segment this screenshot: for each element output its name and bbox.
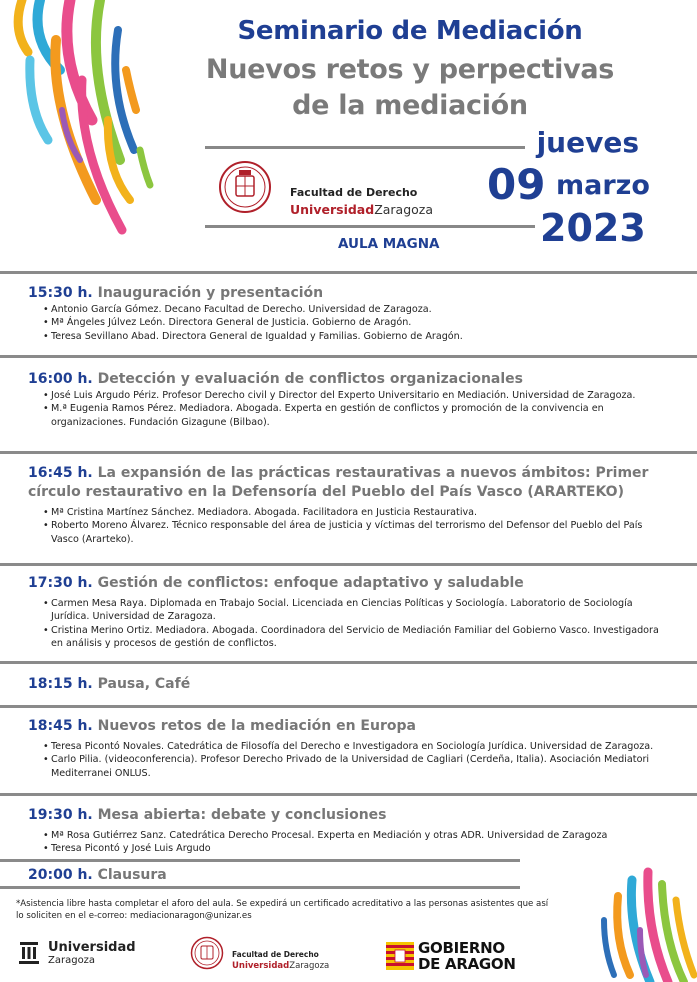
header-divider-top bbox=[205, 146, 525, 149]
session-time: 17:30 h. bbox=[28, 575, 93, 591]
speaker-item: • Mª Cristina Martínez Sánchez. Mediadora. Abogada. Facilitadora en Justicia Restaurativa. bbox=[43, 506, 673, 519]
session-3 bbox=[0, 451, 697, 561]
footer-university-name: Universidad bbox=[48, 940, 136, 955]
event-weekday: jueves bbox=[536, 126, 639, 159]
university-building-icon bbox=[18, 940, 40, 966]
session-2 bbox=[0, 355, 697, 449]
session-title bbox=[28, 717, 673, 736]
speaker-item: • Teresa Sevillano Abad. Directora General de Igualdad y Familias. Gobierno de Aragón. bbox=[43, 330, 673, 343]
session-name: Inauguración y presentación bbox=[97, 285, 324, 301]
session-time: 15:30 h. bbox=[28, 285, 93, 301]
speaker-list bbox=[43, 740, 673, 780]
session-title bbox=[28, 370, 673, 389]
event-day: 09 bbox=[487, 160, 546, 209]
seminar-subtitle-line2: de la mediación bbox=[292, 90, 528, 121]
session-4 bbox=[0, 563, 697, 659]
speaker-item: • Teresa Picontó Novales. Catedrática de Filosofía del Derecho e Investigadora en Sociología Jurídica. Universidad de Zaragoza. bbox=[43, 740, 673, 753]
speaker-list bbox=[43, 829, 673, 856]
faculty-name: Facultad de Derecho bbox=[290, 186, 418, 199]
university-name bbox=[290, 202, 433, 217]
session-time: 16:45 h. bbox=[28, 465, 93, 481]
session-1 bbox=[0, 271, 697, 353]
speaker-list bbox=[43, 597, 673, 651]
session-time: 18:15 h. bbox=[28, 676, 93, 692]
event-year: 2023 bbox=[540, 206, 646, 250]
footer-university-city: Zaragoza bbox=[48, 955, 96, 966]
attendance-note: *Asistencia libre hasta completar el aforo del aula. Se expedirá un certificado acreditativo a las personas asistentes que así lo soliciten en el e-correo: mediacionaragon@unizar.es bbox=[16, 899, 549, 921]
speaker-item: • Cristina Merino Ortiz. Mediadora. Abogada. Coordinadora del Servicio de Mediación Familiar del Gobierno Vasco. Investigadora en análisis y procesos de gestión de conflictos. bbox=[43, 624, 673, 651]
speaker-item: • Carmen Mesa Raya. Diplomada en Trabajo Social. Licenciada en Ciencias Políticas y Sociología. Laboratorio de Sociología Jurídica. Universidad de Zaragoza. bbox=[43, 597, 673, 624]
speaker-item: • Carlo Pilia. (videoconferencia). Profesor Derecho Privado de la Universidad de Cagliari (Cerdeña, Italia). Asociación Mediatori Mediterranei ONLUS. bbox=[43, 753, 673, 780]
session-5 bbox=[0, 661, 697, 703]
seminar-title: Seminario de Mediación bbox=[237, 16, 583, 46]
session-title bbox=[28, 866, 496, 885]
speaker-item: • José Luis Argudo Périz. Profesor Derecho civil y Director del Experto Universitario en Mediación. Universidad de Zaragoza. bbox=[43, 389, 673, 402]
university-name-city: Zaragoza bbox=[374, 202, 434, 217]
footer-government-line2: DE ARAGON bbox=[418, 955, 516, 973]
session-name: Mesa abierta: debate y conclusiones bbox=[97, 807, 387, 823]
aragon-flag-icon bbox=[386, 942, 414, 970]
session-name: Nuevos retos de la mediación en Europa bbox=[97, 718, 416, 734]
speaker-item: • Roberto Moreno Álvarez. Técnico responsable del área de justicia y víctimas del terrorismo del Defensor del Pueblo del País Vasco (Ararteko). bbox=[43, 519, 673, 546]
session-name: Clausura bbox=[97, 867, 167, 883]
footer-faculty-university-bold: Universidad bbox=[232, 961, 290, 971]
speaker-item: • M.ª Eugenia Ramos Pérez. Mediadora. Abogada. Experta en gestión de conflictos y promoción de la convivencia en organizaciones. Fundación Gizagune (Bilbao). bbox=[43, 402, 673, 429]
header-divider-bottom bbox=[205, 225, 535, 228]
session-time: 20:00 h. bbox=[28, 867, 93, 883]
speaker-item: • Teresa Picontó y José Luis Argudo bbox=[43, 842, 673, 855]
faculty-seal-icon bbox=[190, 936, 224, 970]
session-title bbox=[28, 574, 673, 593]
session-6 bbox=[0, 705, 697, 791]
session-7 bbox=[0, 793, 697, 857]
speaker-list bbox=[43, 506, 673, 546]
event-month: marzo bbox=[556, 170, 650, 201]
session-title bbox=[28, 464, 673, 502]
session-name: Detección y evaluación de conflictos organizacionales bbox=[97, 371, 523, 387]
session-8 bbox=[0, 859, 520, 889]
speaker-item: • Mª Ángeles Júlvez León. Directora General de Justicia. Gobierno de Aragón. bbox=[43, 316, 673, 329]
session-time: 18:45 h. bbox=[28, 718, 93, 734]
footer-government-line1: GOBIERNO bbox=[418, 939, 505, 957]
seminar-subtitle-line1: Nuevos retos y perpectivas bbox=[205, 54, 615, 85]
session-name: Pausa, Café bbox=[97, 676, 191, 692]
session-name: La expansión de las prácticas restaurativas a nuevos ámbitos: Primer círculo restaurativo en la Defensoría del Pueblo del País Vasco (ARARTEKO) bbox=[28, 465, 649, 500]
speaker-list bbox=[43, 389, 673, 429]
speaker-item: • Mª Rosa Gutiérrez Sanz. Catedrática Derecho Procesal. Experta en Mediación y otras ADR. Universidad de Zaragoza bbox=[43, 829, 673, 842]
session-name: Gestión de conflictos: enfoque adaptativo y saludable bbox=[97, 575, 524, 591]
session-title bbox=[28, 675, 673, 694]
session-title bbox=[28, 806, 673, 825]
session-title bbox=[28, 284, 673, 303]
university-seal-icon bbox=[218, 160, 272, 214]
venue: AULA MAGNA bbox=[338, 236, 440, 252]
university-name-bold: Universidad bbox=[290, 202, 375, 217]
footer-faculty-university bbox=[232, 961, 329, 971]
footer-faculty-university-city: Zaragoza bbox=[289, 961, 330, 971]
speaker-item: • Antonio García Gómez. Decano Facultad de Derecho. Universidad de Zaragoza. bbox=[43, 303, 673, 316]
speaker-list bbox=[43, 303, 673, 343]
session-time: 16:00 h. bbox=[28, 371, 93, 387]
footer-faculty-name: Facultad de Derecho bbox=[232, 950, 319, 959]
session-time: 19:30 h. bbox=[28, 807, 93, 823]
